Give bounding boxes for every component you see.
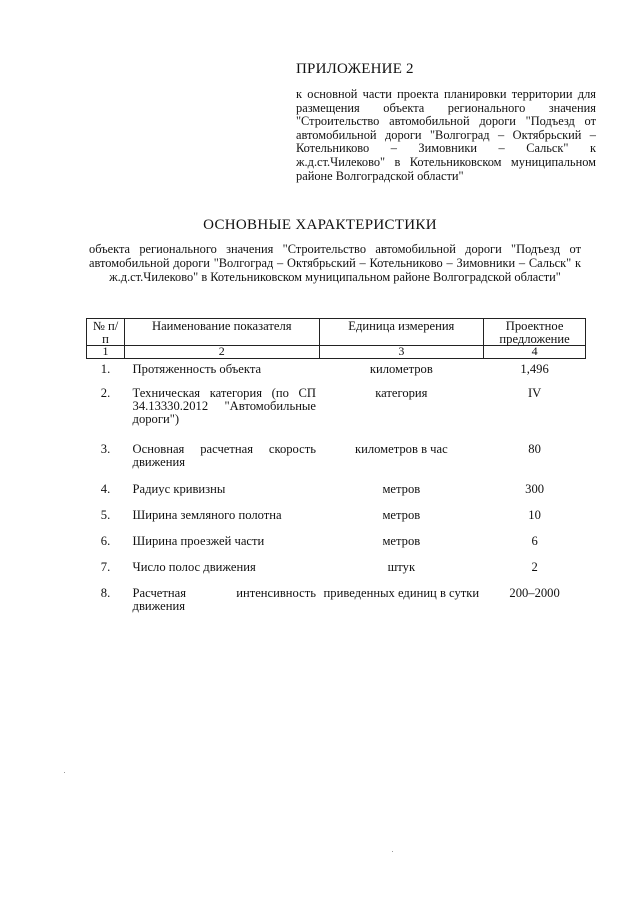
row-number: 6.	[100, 534, 111, 548]
row-unit: километров	[369, 362, 433, 376]
row-unit: километров в час	[354, 442, 448, 456]
object-subtitle: объекта регионального значения "Строительство автомобильной дороги "Подъезд от автомобильной дороги "Волгоград – Октябрьский – Котельниково – Зимовники – Сальск" к ж.д.ст.Чилеково" в Котельниковском муниципальном районе Волгоградской области"	[89, 242, 581, 284]
header-unit: Единица измерения	[319, 319, 484, 346]
row-number: 4.	[100, 482, 111, 496]
table-row	[87, 387, 586, 443]
row-unit: метров	[382, 482, 421, 496]
row-parameter: Расчетная интенсивность движения	[132, 586, 316, 613]
row-number: 2.	[100, 386, 111, 400]
row-number: 5.	[100, 508, 111, 522]
row-number: 3.	[100, 442, 111, 456]
row-parameter: Число полос движения	[132, 560, 256, 574]
row-number: 8.	[100, 586, 111, 600]
row-value: 6	[531, 534, 538, 548]
table-row	[87, 535, 586, 561]
characteristics-table	[86, 318, 586, 613]
header-proposal: Проектное предложение	[484, 319, 586, 346]
table-row	[87, 483, 586, 509]
column-number: 1	[87, 346, 125, 359]
appendix-title: ПРИЛОЖЕНИЕ 2	[296, 61, 414, 77]
appendix-description: к основной части проекта планировки территории для размещения объекта регионального значения "Строительство автомобильной дороги "Подъезд от автомобильной дороги "Волгоград – Октябрьский – Котельниково – Зимовники – Сальск" к ж.д.ст.Чилеково" в Котельниковском муниципальном районе Волгоградской области"	[296, 87, 596, 183]
column-number: 2	[125, 346, 319, 359]
column-number-row	[87, 346, 586, 359]
scan-speck	[392, 851, 393, 852]
column-number: 3	[319, 346, 484, 359]
row-unit: приведенных единиц в сутки	[323, 586, 480, 600]
row-value: 300	[525, 482, 545, 496]
row-value: 80	[528, 442, 541, 456]
scan-speck	[64, 772, 65, 773]
header-number: № п/п	[87, 319, 125, 346]
row-unit: метров	[382, 508, 421, 522]
row-value: IV	[527, 386, 542, 400]
table-row	[87, 587, 586, 613]
table-row	[87, 443, 586, 483]
row-value: 2	[531, 560, 538, 574]
row-unit: штук	[387, 560, 416, 574]
table-header-row	[87, 319, 586, 346]
row-parameter: Ширина проезжей части	[132, 534, 265, 548]
row-number: 7.	[100, 560, 111, 574]
row-value: 1,496	[520, 362, 549, 376]
row-parameter: Протяженность объекта	[132, 362, 262, 376]
table-row	[87, 561, 586, 587]
row-value: 10	[528, 508, 541, 522]
row-parameter: Техническая категория (по СП 34.13330.2012 "Автомобильные дороги")	[132, 386, 316, 426]
table-row	[87, 509, 586, 535]
row-unit: категория	[375, 386, 428, 400]
column-number: 4	[484, 346, 586, 359]
row-number: 1.	[100, 362, 111, 376]
row-parameter: Основная расчетная скорость движения	[132, 442, 316, 469]
main-heading: ОСНОВНЫЕ ХАРАКТЕРИСТИКИ	[203, 217, 437, 233]
row-parameter: Радиус кривизны	[132, 482, 226, 496]
row-value: 200–2000	[509, 586, 560, 600]
header-parameter-name: Наименование показателя	[125, 319, 319, 346]
row-parameter: Ширина земляного полотна	[132, 508, 282, 522]
table-row	[87, 359, 586, 388]
row-unit: метров	[382, 534, 421, 548]
